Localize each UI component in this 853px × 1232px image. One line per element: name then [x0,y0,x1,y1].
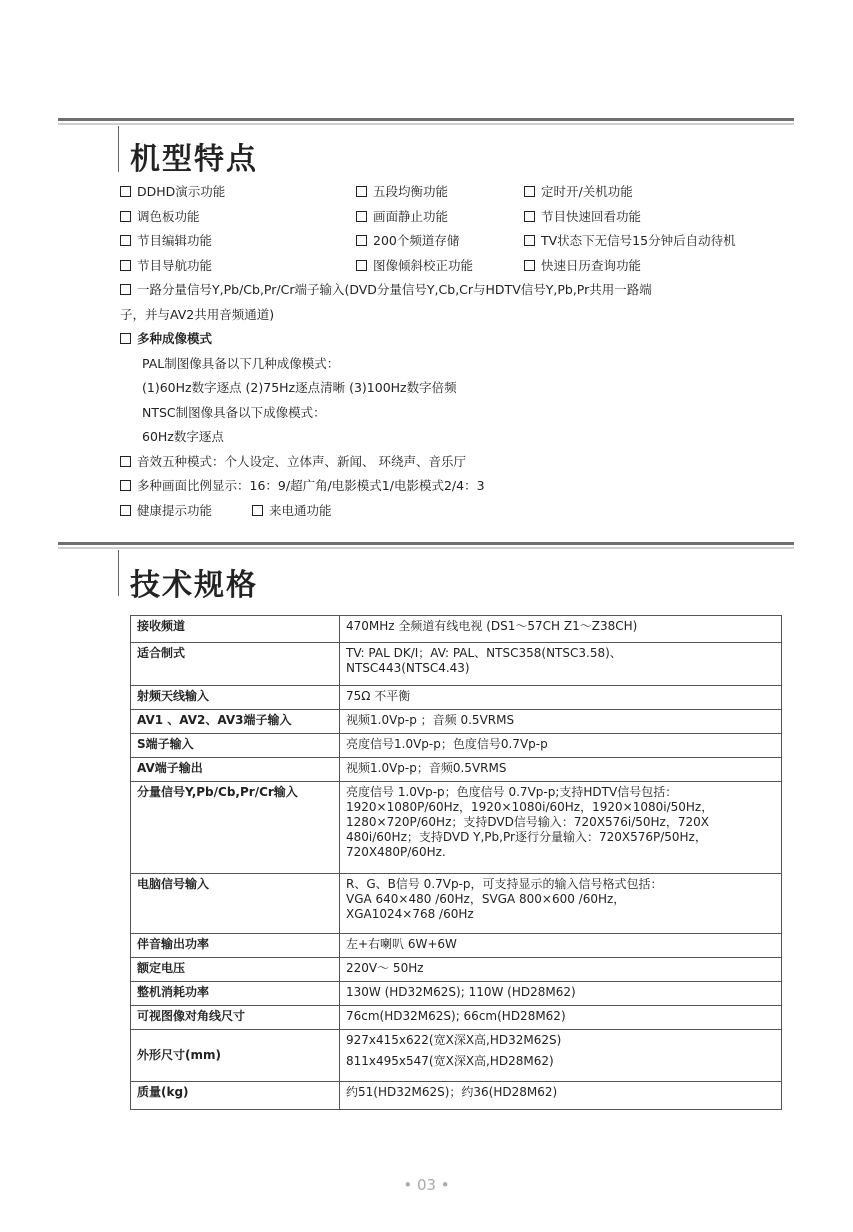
spec-key: 电脑信号输入 [131,874,340,934]
spec-key: 分量信号Y,Pb/Cb,Pr/Cr输入 [131,782,340,874]
section-title-features: 机型特点 [130,142,258,177]
spec-row [131,1082,782,1110]
spec-value-line: TV: PAL DK/I；AV: PAL、NTSC358(NTSC3.58)、 [346,646,622,660]
spec-key: 质量(kg) [131,1082,340,1110]
feature-row: DDHD演示功能 五段均衡功能 定时开/关机功能 [120,180,790,205]
page-number: • 03 • [403,1176,450,1194]
heading-marker [118,126,119,172]
spec-value-line: 约51(HD32M62S)；约36(HD28M62) [346,1085,558,1099]
spec-value [340,934,782,958]
checkbox-icon [120,284,131,295]
spec-value-line: VGA 640×480 /60Hz，SVGA 800×600 /60Hz， [346,892,626,906]
spec-value [340,616,782,643]
sound-modes: 音效五种模式：个人设定、立体声、新闻、 环绕声、音乐厅 [120,450,790,475]
checkbox-icon [524,211,535,222]
component-input-feature: 一路分量信号Y,Pb/Cb,Pr/Cr端子输入(DVD分量信号Y,Cb,Cr与HDTV信号Y,Pb,Pr共用一路端 [120,278,790,303]
spec-value-line: XGA1024×768 /60Hz [346,907,474,921]
ntsc-intro: NTSC制图像具备以下成像模式： [142,404,326,420]
feature-row: 节目编辑功能 200个频道存储 TV状态下无信号15分钟后自动待机 [120,229,790,254]
spec-value [340,982,782,1006]
spec-value [340,958,782,982]
spec-value-line: 1280×720P/60Hz；支持DVD信号输入：720X576i/50Hz，720X [346,815,709,829]
spec-key: 接收频道 [131,616,340,643]
spec-value [340,1030,782,1082]
section-title-specs: 技术规格 [130,568,258,603]
checkbox-icon [120,333,131,344]
spec-row [131,643,782,686]
spec-key: 适合制式 [131,643,340,686]
heading-marker [118,550,119,596]
spec-row [131,758,782,782]
spec-value-line: 720X480P/60Hz. [346,845,446,859]
pal-modes: (1)60Hz数字逐点 (2)75Hz逐点清晰 (3)100Hz数字倍频 [142,380,457,395]
checkbox-icon [120,186,131,197]
spec-value [340,734,782,758]
spec-value-line: 76cm(HD32M62S); 66cm(HD28M62) [346,1009,566,1023]
checkbox-icon [356,186,367,197]
spec-row [131,1030,782,1082]
spec-value-line: 220V～ 50Hz [346,961,424,975]
component-input-feature-cont: 子，并与AV2共用音频通道) [120,306,275,322]
checkbox-icon [120,211,131,222]
feature-list [120,180,790,523]
extra-features: 健康提示功能 来电通功能 [120,499,790,524]
spec-value-line: 视频1.0Vp-p ；音频 0.5VRMS [346,713,515,727]
ntsc-mode: 60Hz数字逐点 [142,429,224,444]
spec-value-line: 亮度信号 1.0Vp-p；色度信号 0.7Vp-p;支持HDTV信号包括： [346,785,678,799]
spec-table [130,615,782,1110]
imaging-modes-title: 多种成像模式 [120,327,790,352]
feature-row: 调色板功能 画面静止功能 节目快速回看功能 [120,205,790,230]
checkbox-icon [524,186,535,197]
checkbox-icon [252,505,263,516]
spec-value [340,874,782,934]
spec-value [340,1006,782,1030]
spec-value-line: 811x495x547(宽X深X高,HD28M62) [346,1054,554,1068]
spec-value-line: 130W (HD32M62S); 110W (HD28M62) [346,985,576,999]
spec-value-line: 亮度信号1.0Vp-p；色度信号0.7Vp-p [346,737,548,751]
spec-key: AV1 、AV2、AV3端子输入 [131,710,340,734]
spec-value-line: 480i/60Hz；支持DVD Y,Pb,Pr逐行分量输入：720X576P/50Hz， [346,830,707,844]
checkbox-icon [120,260,131,271]
checkbox-icon [524,260,535,271]
spec-row [131,874,782,934]
spec-row [131,782,782,874]
spec-value-line: R、G、B信号 0.7Vp-p，可支持显示的输入信号格式包括： [346,877,663,891]
spec-value-line: 927x415x622(宽X深X高,HD32M62S) [346,1033,562,1047]
spec-key: 射频天线输入 [131,686,340,710]
checkbox-icon [356,260,367,271]
spec-value-line: 左+右喇叭 6W+6W [346,937,457,951]
spec-key: 整机消耗功率 [131,982,340,1006]
spec-value [340,710,782,734]
spec-value-line: 470MHz 全频道有线电视 (DS1～57CH Z1～Z38CH) [346,619,638,633]
spec-value [340,643,782,686]
spec-key: 外形尺寸(mm) [131,1030,340,1082]
spec-key: AV端子输出 [131,758,340,782]
spec-key: 伴音输出功率 [131,934,340,958]
middle-rule [58,542,794,549]
spec-key: 可视图像对角线尺寸 [131,1006,340,1030]
spec-row [131,934,782,958]
spec-value [340,686,782,710]
spec-key: S端子输入 [131,734,340,758]
feature-row: 节目导航功能 图像倾斜校正功能 快速日历查询功能 [120,254,790,279]
spec-value [340,782,782,874]
pal-intro: PAL制图像具备以下几种成像模式： [142,355,340,371]
checkbox-icon [120,480,131,491]
spec-row [131,686,782,710]
spec-row [131,734,782,758]
spec-row [131,710,782,734]
spec-value [340,1082,782,1110]
spec-value-line: 1920×1080P/60Hz，1920×1080i/60Hz，1920×1080i/50Hz， [346,800,714,814]
top-rule [58,118,794,125]
spec-value [340,758,782,782]
checkbox-icon [120,456,131,467]
spec-value-line: 视频1.0Vp-p；音频0.5VRMS [346,761,507,775]
spec-row [131,616,782,643]
checkbox-icon [356,211,367,222]
spec-row [131,982,782,1006]
spec-key: 额定电压 [131,958,340,982]
aspect-modes: 多种画面比例显示：16：9/超广角/电影模式1/电影模式2/4：3 [120,474,790,499]
checkbox-icon [120,235,131,246]
spec-row [131,1006,782,1030]
spec-row [131,958,782,982]
spec-value-line: 75Ω 不平衡 [346,689,411,703]
checkbox-icon [524,235,535,246]
spec-value-line: NTSC443(NTSC4.43) [346,661,470,675]
checkbox-icon [356,235,367,246]
checkbox-icon [120,505,131,516]
